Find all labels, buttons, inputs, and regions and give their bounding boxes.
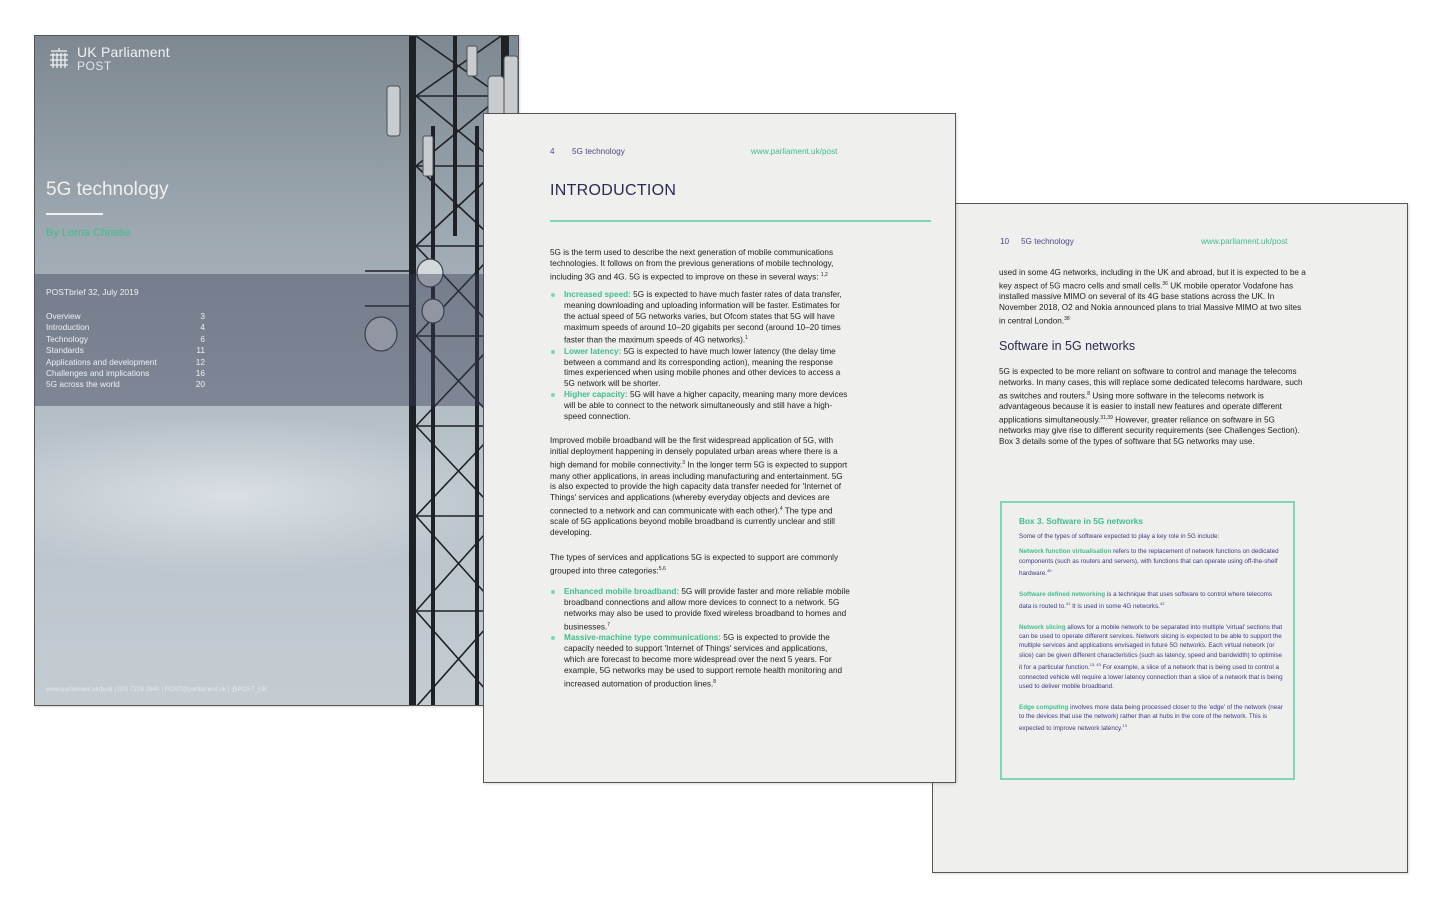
- toc-item[interactable]: [46, 345, 205, 356]
- toc-label: Applications and development: [46, 356, 157, 367]
- running-title: 5G technology: [1021, 237, 1074, 246]
- body-text: [550, 248, 850, 690]
- toc-page: 11: [196, 345, 205, 356]
- box-3-software: [1000, 501, 1295, 780]
- box-item: Software defined networking is a technique that uses software to control where telecoms data is routed to.$^{41}$ It is used in some 4G networks.$^{42}$: [1019, 590, 1273, 611]
- toc-item[interactable]: [46, 311, 205, 322]
- paragraph: 5G is expected to be more reliant on software to control and manage the telecoms networks. In many cases, this will replace some dedicated telecoms hardware, such as switches and routers.$^8$ Using more software in the telecoms network is advantageous because it is easier to install new features and operate different applications simultaneously.$^{31,39}$ However, greater reliance on software in 5G networks may give rise to different security requirements (see Challenges Section). Box 3 details some of the types of software that 5G networks may use.: [999, 367, 1303, 447]
- page-heading: INTRODUCTION: [550, 182, 677, 199]
- toc-page: 4: [200, 322, 205, 333]
- toc-label: Overview: [46, 311, 81, 321]
- box-item: Network function virtualisation refers to the replacement of network functions on dedicated components (such as routers and servers), with functions that can operate using off-the-shelf hardware.$^{40}$: [1019, 548, 1279, 578]
- toc-page: 20: [195, 379, 205, 390]
- page-url[interactable]: www.parliament.uk/post: [751, 147, 838, 156]
- toc-page: 12: [195, 356, 205, 367]
- toc-item[interactable]: [46, 334, 205, 345]
- toc-item[interactable]: [46, 379, 205, 390]
- toc-item[interactable]: [46, 357, 205, 368]
- toc-item[interactable]: [46, 368, 205, 379]
- cover-footer: www.parliament.uk/post | 020 7219 2840 | POST@parliament.uk | @POST_UK: [46, 686, 268, 693]
- paragraph: The types of services and applications 5G is expected to support are commonly grouped into three categories:$^{5,6}$: [550, 553, 839, 576]
- portcullis-icon: [48, 47, 70, 69]
- bullet-item: Higher capacity: 5G will have a higher capacity, meaning many more devices will be able to connect to the network simultaneously and still have a high-speed connection.: [550, 390, 850, 422]
- paragraph: 5G is the term used to describe the next generation of mobile communications technologies. It follows on from the previous generations of mobile technology, including 3G and 4G. 5G is expected to improve on these in several ways: $^{1,2}$: [550, 248, 834, 282]
- cover-divider: [46, 213, 103, 215]
- cover-author: By Lorna Christie: [46, 227, 131, 239]
- section-heading: Software in 5G networks: [999, 339, 1136, 353]
- toc-page: 16: [195, 368, 205, 379]
- table-of-contents: [46, 311, 205, 391]
- paragraph: used in some 4G networks, including in the UK and abroad, but it is expected to be a key aspect of 5G macro cells and small cells.$^{36}$ UK mobile operator Vodafone has installed massive MIMO on several of its 4G base stations across the UK. In November 2018, O2 and Nokia announced plans to trial Massive MIMO at two sites in central London.$^{38}$: [999, 268, 1306, 326]
- heading-rule: [550, 220, 931, 222]
- cover-page: [34, 35, 519, 706]
- logo-subtitle: POST: [77, 59, 112, 73]
- paragraph: Improved mobile broadband will be the first widespread application of 5G, with initial deployment happening in densely populated urban areas where there is a high demand for mobile connectivity.$^3$ In the longer term 5G is expected to support many other applications, in areas including manufacturing and entertainment. 5G is also expected to provide the high capacity data transfer needed for 'Internet of Things' services and applications (whereby everyday objects and devices are connected to a network and can communicate with each other).$^4$ The type and scale of 5G applications beyond mobile broadband is currently unclear and still developing.: [550, 436, 848, 538]
- toc-item[interactable]: [46, 322, 205, 333]
- toc-label: Technology: [46, 333, 88, 344]
- cover-title: 5G technology: [46, 179, 169, 200]
- toc-label: Standards: [46, 345, 84, 356]
- toc-label: Challenges and implications: [46, 368, 150, 379]
- logo-title: UK Parliament: [77, 44, 170, 60]
- page-10: [932, 203, 1408, 873]
- page-4: [483, 113, 956, 783]
- bullet-item: Massive-machine type communications: 5G is expected to provide the capacity needed to support 'Internet of Things' services and applications, which are forecast to become more widespread over the next 5 years. For example, 5G networks may be used to support remote health monitoring and increased automation of production lines.$^8$: [550, 633, 850, 690]
- cover-brief-label: POSTbrief 32, July 2019: [46, 287, 139, 297]
- bullet-item: Enhanced mobile broadband: 5G will provide faster and more reliable mobile broadband connections and allow more devices to connect to a network. 5G networks may also be used to provide fixed wireless broadband to homes and businesses.$^7$: [550, 587, 850, 633]
- body-text: [999, 367, 1309, 448]
- box-intro: Some of the types of software expected to play a key role in 5G include:: [1019, 533, 1220, 540]
- bullet-item: Increased speed: 5G is expected to have much faster rates of data transfer, meaning downloading and uploading information will be faster. Estimates for the actual speed of 5G networks varies, but Ofcom states that 5G will have maximum speeds of around 10–20 gigabits per second (around 10–20 times faster than the maximum speeds of 4G networks).$^1$: [550, 290, 850, 347]
- page-url[interactable]: www.parliament.uk/post: [1201, 237, 1288, 246]
- page-number: 10: [1000, 237, 1010, 246]
- running-title: 5G technology: [572, 147, 625, 156]
- page-number: 4: [550, 147, 555, 156]
- toc-label: 5G across the world: [46, 379, 120, 390]
- bullet-item: Lower latency: 5G is expected to have much lower latency (the delay time between a command and its corresponding action), meaning the response times experienced when using mobile phones and other devices to access a 5G network will be shorter.: [550, 347, 850, 390]
- toc-page: 3: [200, 311, 205, 321]
- box-item: Edge computing involves more data being processed closer to the 'edge' of the network (near to the devices that use the network) rather than at hubs in the core of the network. This is expected to improve network latency.$^{13}$: [1019, 703, 1283, 733]
- box-title: Box 3. Software in 5G networks: [1019, 516, 1144, 526]
- body-text: [999, 268, 1309, 327]
- box-item: Network slicing allows for a mobile network to be separated into multiple 'virtual' sections that can be used to operate different services. Network slicing is expected to be able to support the multiple services and applications envisaged in future 5G networks. Each virtual network (or slice) can be given different characteristics (such as latency, speed and bandwidth) to optimise it for a particular function.$^{13, 43}$ For example, a slice of a network that is being used to control a connected vehicle will require a lower latency connection than a slice of a network that is being used to deliver mobile broadband.: [1019, 623, 1283, 691]
- toc-label: Introduction: [46, 322, 90, 333]
- box-text: [1019, 532, 1283, 745]
- toc-page: 6: [200, 333, 205, 344]
